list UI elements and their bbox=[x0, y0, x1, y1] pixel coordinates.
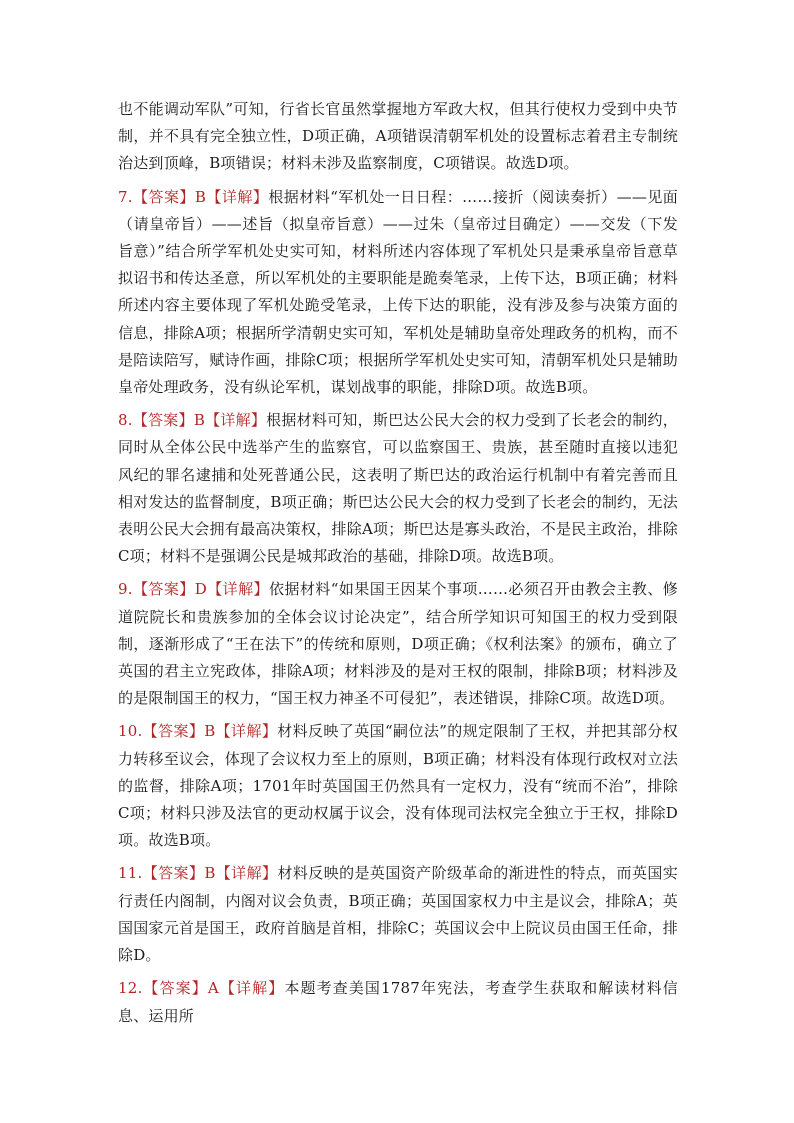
detail-tag: 【详解】 bbox=[205, 411, 267, 430]
answer-item-8 bbox=[118, 407, 678, 570]
answer-value: B bbox=[204, 722, 216, 741]
item-number: 11. bbox=[118, 864, 143, 883]
detail-tag: 【详解】 bbox=[206, 187, 269, 206]
answer-value: B bbox=[194, 187, 207, 206]
answer-item-12 bbox=[118, 975, 678, 1029]
item-number: 7. bbox=[118, 187, 133, 206]
answer-value: A bbox=[207, 979, 219, 998]
answer-tag: 【答案】 bbox=[142, 722, 205, 741]
answer-value: B bbox=[193, 411, 206, 430]
item-number: 12. bbox=[118, 979, 143, 998]
answer-tag: 【答案】 bbox=[132, 580, 195, 599]
detail-text: 材料反映了英国“嗣位法”的规定限制了王权，并把其部分权力转移至议会，体现了会议权力至上的原则，B项正确；材料没有体现行政权对立法的监督，排除A项；1701年时英国国王仍然具有一定权力，没有“统而不治”，排除C项；材料只涉及法官的更动权属于议会，没有体现司法权完全独立于王权，排除D项。故选B项。 bbox=[118, 722, 678, 850]
detail-tag: 【详解】 bbox=[206, 580, 269, 599]
detail-text: 根据材料可知，斯巴达公民大会的权力受到了长老会的制约，同时从全体公民中选举产生的监察官，可以监察国王、贵族，甚至随时直接以违犯风纪的罪名逮捕和处死普通公民，这表明了斯巴达的政治运行机制中有着完善而且相对发达的监督制度，B项正确；斯巴达公民大会的权力受到了长老会的制约，无法表明公民大会拥有最高决策权，排除A项；斯巴达是寡头政治，不是民主政治，排除C项；材料不是强调公民是城邦政治的基础，排除D项。故选B项。 bbox=[118, 411, 678, 566]
answer-item-7 bbox=[118, 184, 678, 402]
document-page bbox=[118, 96, 678, 1036]
detail-text: 依据材料“如果国王因某个事项……必须召开由教会主教、修道院院长和贵族参加的全体会议讨论决定”，结合所学知识可知国王的权力受到限制，逐渐形成了“王在法下”的传统和原则，D项正确；《权利法案》的颁布，确立了英国的君主立宪政体，排除A项；材料涉及的是对王权的限制，排除B项；材料涉及的是限制国王的权力，“国王权力神圣不可侵犯”，表述错误，排除C项。故选D项。 bbox=[118, 580, 678, 708]
answer-item-9 bbox=[118, 576, 678, 712]
answer-item-11 bbox=[118, 860, 678, 969]
answer-value: B bbox=[204, 864, 216, 883]
detail-tag: 【详解】 bbox=[215, 864, 278, 883]
answer-tag: 【答案】 bbox=[132, 411, 194, 430]
item-number: 8. bbox=[118, 411, 133, 430]
item-number: 10. bbox=[118, 722, 143, 741]
item-number: 9. bbox=[118, 580, 133, 599]
paragraph-text: 也不能调动军队”可知，行省长官虽然掌握地方军政大权，但其行使权力受到中央节制，并不具有完全独立性，D项正确，A项错误清朝军机处的设置标志着君主专制统治达到顶峰，B项错误；材料未涉及监察制度，C项错误。故选D项。 bbox=[118, 100, 678, 173]
detail-text: 本题考查美国1787年宪法，考查学生获取和解读材料信息、运用所 bbox=[118, 979, 678, 1025]
answer-value: D bbox=[194, 580, 207, 599]
detail-text: 材料反映的是英国资产阶级革命的渐进性的特点，而英国实行责任内阁制，内阁对议会负责，B项正确；英国国家权力中主是议会，排除A；英国国家元首是国王，政府首脑是首相，排除C；英国议会中上院议员由国王任命，排除D。 bbox=[118, 864, 678, 965]
answer-tag: 【答案】 bbox=[132, 187, 195, 206]
detail-text: 根据材料“军机处一日日程：……接折（阅读奏折）——见面（请皇帝旨）——述旨（拟皇帝旨意）——过朱（皇帝过目确定）——交发（下发旨意）”结合所学军机处史实可知，材料所述内容体现了军机处只是秉承皇帝旨意草拟诏书和传达圣意，所以军机处的主要职能是跪奏笔录，上传下达，B项正确；材料所述内容主要体现了军机处跪受笔录，上传下达的职能，没有涉及参与决策方面的信息，排除A项；根据所学清朝史实可知，军机处是辅助皇帝处理政务的机构，而不是陪读陪写，赋诗作画，排除C项；根据所学军机处史实可知，清朝军机处只是辅助皇帝处理政务，没有纵论军机，谋划战事的职能，排除D项。故选B项。 bbox=[118, 187, 678, 397]
detail-tag: 【详解】 bbox=[218, 979, 285, 998]
answer-tag: 【答案】 bbox=[142, 864, 205, 883]
paragraph-continuation bbox=[118, 96, 678, 178]
answer-item-10 bbox=[118, 718, 678, 854]
detail-tag: 【详解】 bbox=[215, 722, 278, 741]
answer-tag: 【答案】 bbox=[142, 979, 208, 998]
